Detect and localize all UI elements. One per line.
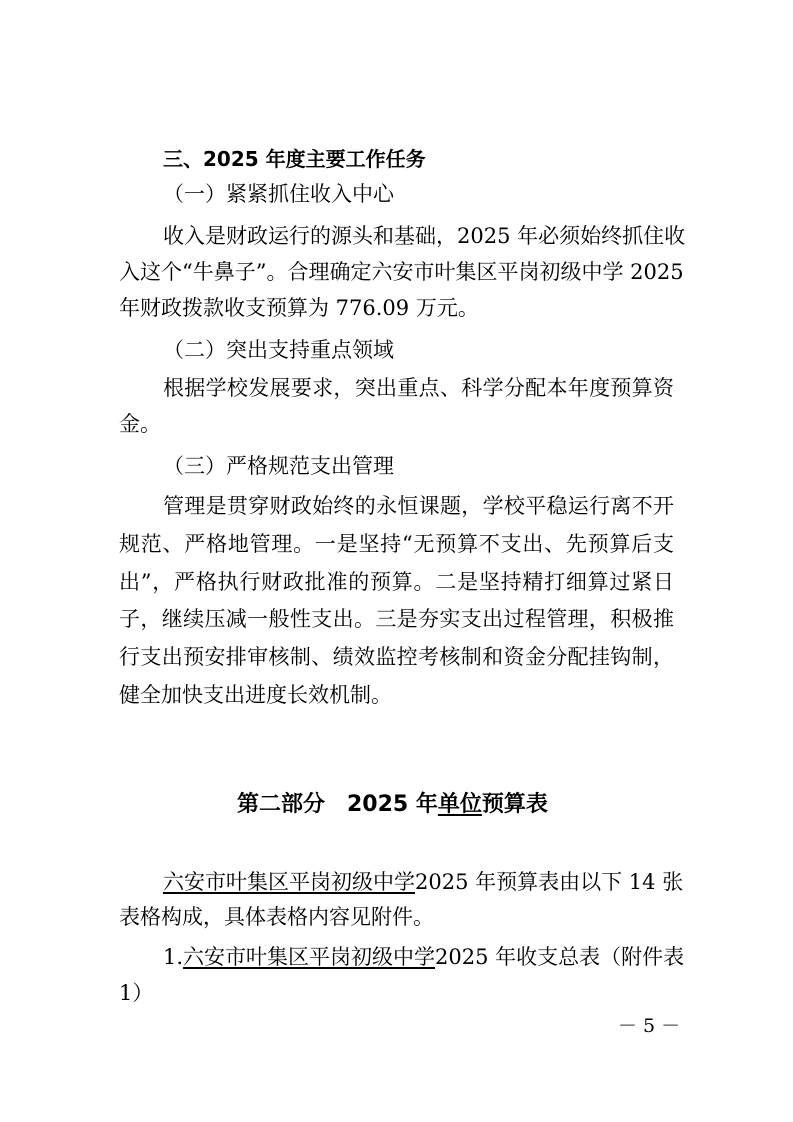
subsection-title-1: （一）紧紧抓住收入中心 (163, 182, 394, 206)
paragraph-line: 收入是财政运行的源头和基础，2025 年必须始终抓住收 (163, 224, 686, 248)
page-number: － 5 － (618, 1015, 681, 1037)
subsection-title-3: （三）严格规范支出管理 (163, 454, 394, 478)
list-item-continuation: 1） (119, 981, 154, 1005)
intro-line: 六安市叶集区平岗初级中学2025 年预算表由以下 14 张 (163, 870, 684, 894)
paragraph-line: 入这个“牛鼻子”。合理确定六安市叶集区平岗初级中学 2025 (119, 260, 684, 284)
paragraph-line: 健全加快支出进度长效机制。 (119, 683, 392, 707)
paragraph-line: 金。 (119, 412, 161, 436)
subsection-title-2: （二）突出支持重点领域 (163, 338, 394, 362)
section-heading: 三、2025 年度主要工作任务 (163, 147, 426, 171)
paragraph-line: 子，继续压减一般性支出。三是夯实支出过程管理，积极推 (119, 607, 674, 631)
paragraph-line: 年财政拨款收支预算为 776.09 万元。 (119, 296, 479, 320)
part-heading: 第二部分 2025 年单位预算表 (237, 792, 548, 817)
paragraph-line: 管理是贯穿财政始终的永恒课题，学校平稳运行离不开 (163, 494, 674, 518)
list-item: 1.六安市叶集区平岗初级中学2025 年收支总表（附件表 (163, 945, 685, 969)
paragraph-line: 行支出预安排审核制、绩效监控考核制和资金分配挂钩制， (119, 645, 674, 669)
paragraph-line: 出”，严格执行财政批准的预算。二是坚持精打细算过紧日 (119, 570, 674, 594)
intro-line: 表格构成，具体表格内容见附件。 (119, 905, 434, 929)
paragraph-line: 规范、严格地管理。一是坚持“无预算不支出、先预算后支 (119, 532, 674, 556)
paragraph-line: 根据学校发展要求，突出重点、科学分配本年度预算资 (163, 376, 674, 400)
